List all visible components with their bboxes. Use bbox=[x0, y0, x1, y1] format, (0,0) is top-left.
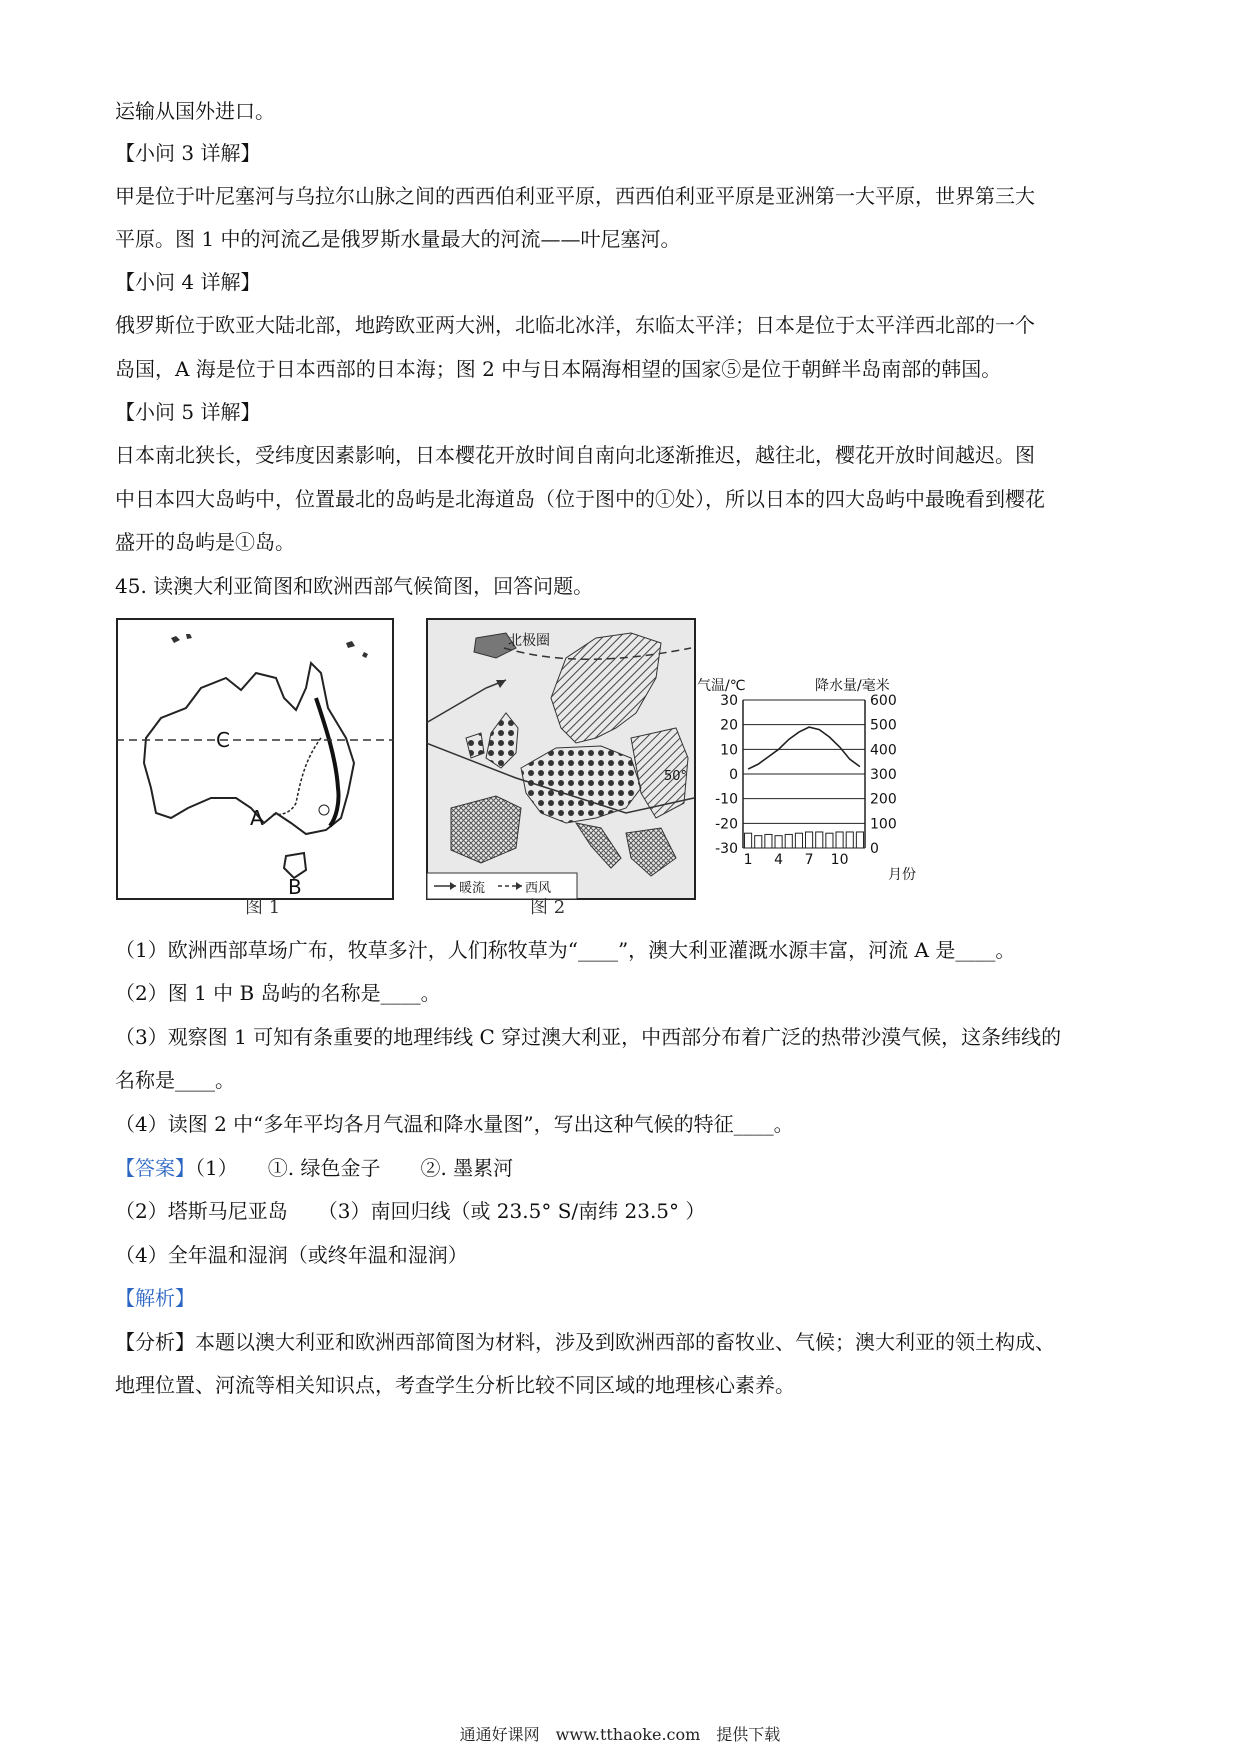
x-tick-label: 1 bbox=[743, 852, 753, 868]
precipitation-bar bbox=[856, 832, 863, 848]
section-heading: 【小问 5 详解】 bbox=[115, 400, 261, 424]
lat50-label: 50° bbox=[664, 769, 688, 784]
right-tick-label: 0 bbox=[870, 841, 879, 857]
text-line: 盛开的岛屿是①岛。 bbox=[115, 530, 295, 554]
subquestion-3-cont: 名称是____。 bbox=[115, 1068, 235, 1092]
analysis-line-1 bbox=[115, 1329, 1055, 1355]
text-line: 日本南北狭长，受纬度因素影响，日本樱花开放时间自南向北逐渐推迟，越往北，樱花开放时间越迟。图 bbox=[115, 443, 1035, 467]
precipitation-bar bbox=[846, 832, 853, 848]
right-tick-label: 300 bbox=[870, 767, 897, 783]
analysis-line-2: 地理位置、河流等相关知识点，考查学生分析比较不同区域的地理核心素养。 bbox=[115, 1373, 795, 1397]
x-axis-title: 月份 bbox=[888, 867, 916, 883]
text-line: 运输从国外进口。 bbox=[115, 99, 275, 123]
precipitation-bar bbox=[816, 832, 823, 848]
precipitation-bar bbox=[775, 836, 782, 848]
right-tick-label: 100 bbox=[870, 816, 897, 833]
section-heading: 【小问 3 详解】 bbox=[115, 141, 261, 165]
answer-line-2: （2）塔斯马尼亚岛 （3）南回归线（或 23.5° S/南纬 23.5° ） bbox=[115, 1199, 706, 1223]
right-axis-title: 降水量/毫米 bbox=[815, 678, 890, 694]
fig2-caption: 图 2 bbox=[530, 897, 566, 918]
analysis-text: 本题以澳大利亚和欧洲西部简图为材料，涉及到欧洲西部的畜牧业、气候；澳大利亚的领土构成、 bbox=[195, 1330, 1055, 1354]
left-tick-label: -20 bbox=[715, 816, 738, 833]
text-line: 俄罗斯位于欧亚大陆北部，地跨欧亚两大洲，北临北冰洋，东临太平洋；日本是位于太平洋西北部的一个 bbox=[115, 313, 1035, 337]
left-axis-title: 气温/℃ bbox=[697, 678, 746, 694]
label-c: C bbox=[216, 728, 230, 752]
precipitation-bar bbox=[765, 834, 772, 848]
page-footer: 通通好课网 www.tthaoke.com 提供下载 bbox=[459, 1725, 781, 1744]
analysis-heading: 【解析】 bbox=[115, 1286, 195, 1310]
text-line: 甲是位于叶尼塞河与乌拉尔山脉之间的西西伯利亚平原，西西伯利亚平原是亚洲第一大平原，世界第三大 bbox=[115, 184, 1035, 208]
answer-heading: 【答案】 bbox=[115, 1156, 195, 1180]
precipitation-bar bbox=[826, 833, 833, 848]
right-tick-label: 400 bbox=[870, 742, 897, 759]
precipitation-bar bbox=[755, 836, 762, 848]
precipitation-bar bbox=[795, 833, 802, 848]
left-tick-label: 10 bbox=[720, 742, 738, 759]
climate-chart bbox=[695, 670, 935, 885]
answer-1: （1） ①. 绿色金子 ②. 墨累河 bbox=[195, 1156, 514, 1180]
x-tick-label: 10 bbox=[830, 852, 849, 868]
section-heading: 【小问 4 详解】 bbox=[115, 270, 261, 294]
europe-map bbox=[426, 618, 696, 900]
precipitation-bar bbox=[836, 832, 843, 848]
text-line: 中日本四大岛屿中，位置最北的岛屿是北海道岛（位于图中的①处），所以日本的四大岛屿中最晚看到樱花 bbox=[115, 487, 1045, 511]
x-tick-label: 7 bbox=[804, 852, 814, 868]
precipitation-bar bbox=[806, 832, 813, 848]
subquestion-3: （3）观察图 1 可知有条重要的地理纬线 C 穿过澳大利亚，中西部分布着广泛的热带沙漠气候，这条纬线的 bbox=[115, 1025, 1062, 1049]
subquestion-4: （4）读图 2 中“多年平均各月气温和降水量图”，写出这种气候的特征____。 bbox=[115, 1112, 794, 1136]
question-title: 45. 读澳大利亚简图和欧洲西部气候简图，回答问题。 bbox=[115, 574, 594, 598]
temperature-line bbox=[748, 727, 860, 769]
australia-map bbox=[116, 618, 394, 900]
label-b: B bbox=[288, 875, 302, 899]
answer-line-3: （4）全年温和湿润（或终年温和湿润） bbox=[115, 1243, 468, 1267]
left-tick-label: -10 bbox=[715, 791, 738, 808]
right-tick-label: 200 bbox=[870, 791, 897, 808]
answer-line-1 bbox=[115, 1155, 513, 1181]
label-a: A bbox=[250, 806, 264, 830]
subquestion-2: （2）图 1 中 B 岛屿的名称是____。 bbox=[115, 981, 441, 1005]
legend-westerly: 西风 bbox=[525, 881, 552, 896]
fig1-caption: 图 1 bbox=[245, 897, 281, 918]
left-tick-label: 20 bbox=[720, 717, 738, 734]
legend-warm-current: 暖流 bbox=[459, 881, 486, 896]
right-tick-label: 500 bbox=[870, 717, 897, 734]
text-line: 岛国，A 海是位于日本西部的日本海；图 2 中与日本隔海相望的国家⑤是位于朝鲜半岛南部的韩国。 bbox=[115, 357, 1002, 381]
subquestion-1: （1）欧洲西部草场广布，牧草多汁，人们称牧草为“____”，澳大利亚灌溉水源丰富，河流 A 是____。 bbox=[115, 938, 1016, 962]
right-tick-label: 600 bbox=[870, 693, 897, 709]
x-tick-label: 4 bbox=[774, 852, 784, 868]
precipitation-bar bbox=[745, 833, 752, 848]
left-tick-label: -30 bbox=[715, 841, 738, 857]
arctic-circle-label: 北极圈 bbox=[508, 633, 550, 649]
left-tick-label: 30 bbox=[720, 693, 738, 709]
text-line: 平原。图 1 中的河流乙是俄罗斯水量最大的河流——叶尼塞河。 bbox=[115, 227, 681, 251]
analysis-tag: 【分析】 bbox=[115, 1330, 195, 1354]
left-tick-label: 0 bbox=[729, 767, 738, 783]
precipitation-bar bbox=[785, 834, 792, 848]
